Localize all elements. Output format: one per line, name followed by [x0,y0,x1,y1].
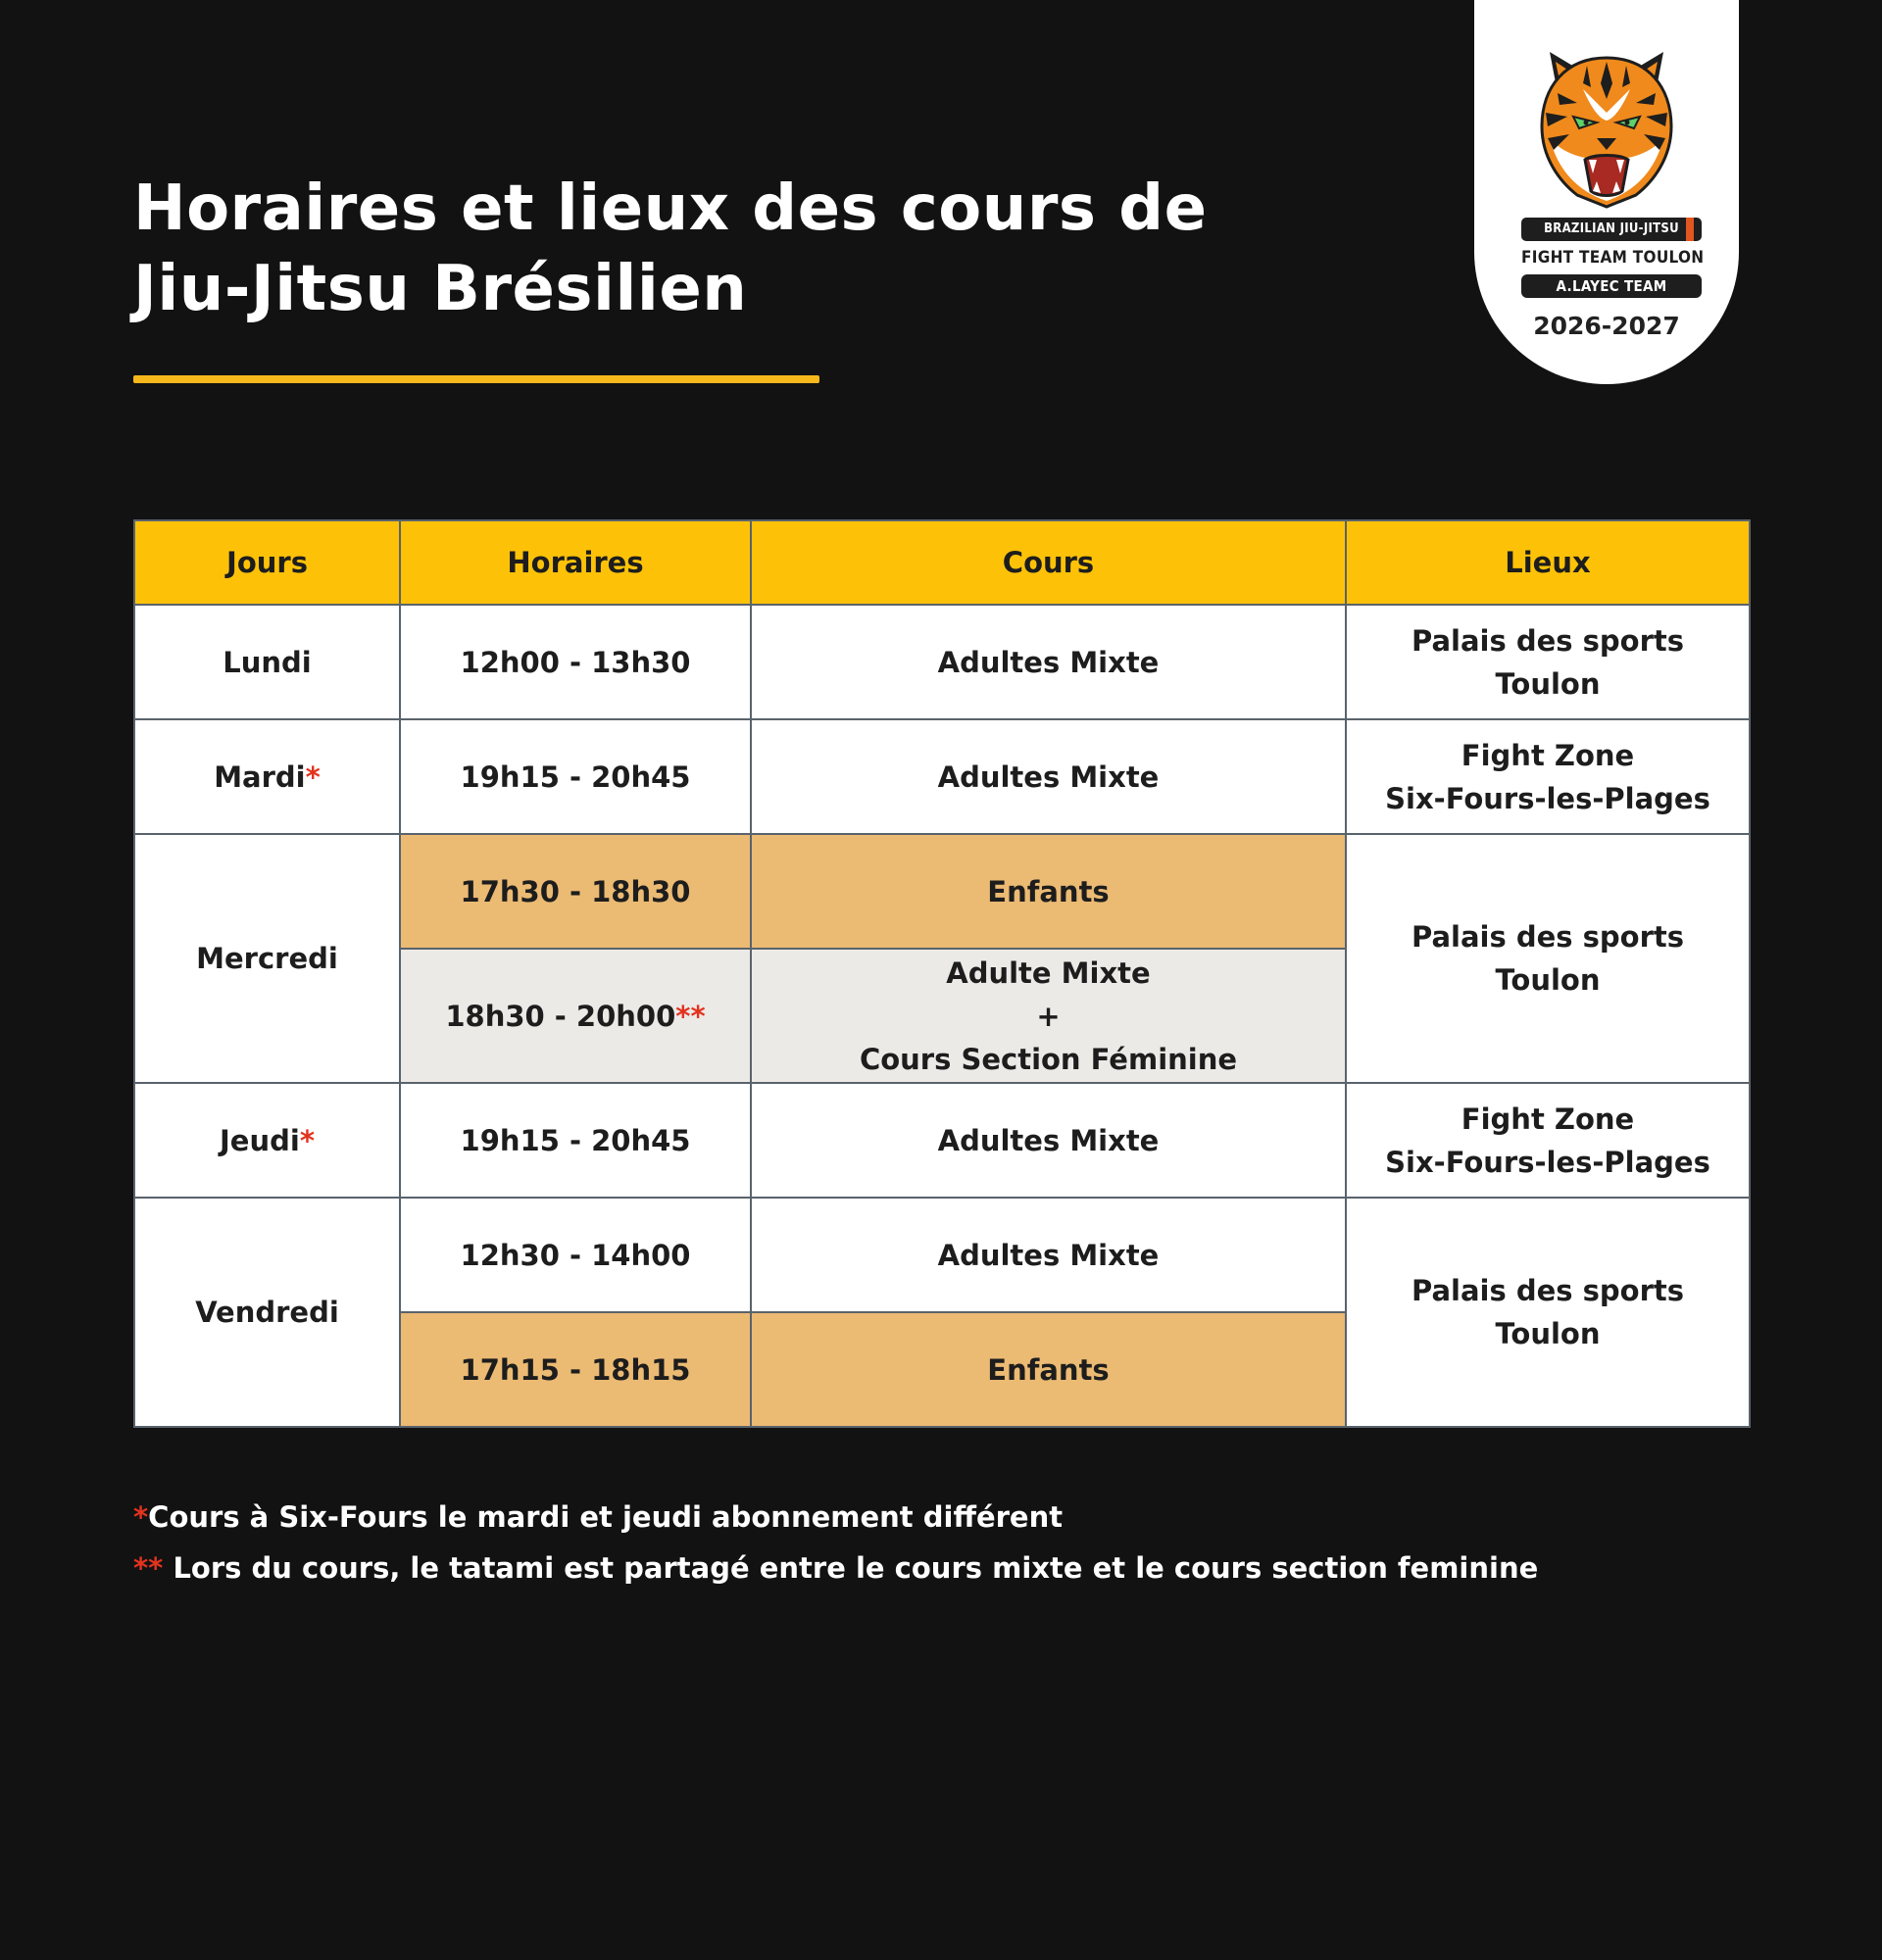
title-line-2: Jiu-Jitsu Brésilien [133,253,748,325]
place-cell: Palais des sports Toulon [1346,605,1750,719]
day-cell: Jeudi* [134,1083,400,1198]
badge-line-bjj: BRAZILIAN JIU-JITSU [1521,218,1702,241]
place-cell: Palais des sports Toulon [1346,834,1750,1083]
day-cell: Mercredi [134,834,400,1083]
table-row-mardi [134,719,1750,834]
place-cell: Fight Zone Six-Fours-les-Plages [1346,1083,1750,1198]
belt-stripe [1686,218,1694,241]
table-header-row [134,520,1750,605]
time-cell: 12h00 - 13h30 [400,605,751,719]
header-horaires: Horaires [400,520,751,605]
table-row-lundi [134,605,1750,719]
club-logo-badge [1474,0,1739,384]
footnote-marker: * [299,1123,315,1157]
course-cell: Adultes Mixte [751,719,1346,834]
table-row-vendredi-1 [134,1198,1750,1312]
table-row-mercredi-1 [134,834,1750,949]
footnote-1: *Cours à Six-Fours le mardi et jeudi abonnement différent [133,1500,1064,1534]
course-cell: Adultes Mixte [751,1198,1346,1312]
badge-line-team: FIGHT TEAM TOULON [1521,248,1705,268]
badge-year: 2026-2027 [1533,312,1680,340]
tiger-head-icon [1528,44,1685,211]
time-cell: 17h30 - 18h30 [400,834,751,949]
place-cell: Palais des sports Toulon [1346,1198,1750,1427]
header-jours: Jours [134,520,400,605]
course-cell: Adultes Mixte [751,605,1346,719]
table-row-jeudi [134,1083,1750,1198]
footnote-2: ** Lors du cours, le tatami est partagé entre le cours mixte et le cours section feminine [133,1551,1539,1585]
footnote-marker: ** [675,999,706,1033]
course-cell: Adulte Mixte + Cours Section Féminine [751,949,1346,1083]
header-lieux: Lieux [1346,520,1750,605]
day-cell: Vendredi [134,1198,400,1427]
time-cell: 19h15 - 20h45 [400,719,751,834]
footnote-marker: * [305,760,321,794]
day-cell: Mardi* [134,719,400,834]
page-title [133,169,1359,329]
course-cell: Adultes Mixte [751,1083,1346,1198]
time-cell: 12h30 - 14h00 [400,1198,751,1312]
place-cell: Fight Zone Six-Fours-les-Plages [1346,719,1750,834]
time-cell: 19h15 - 20h45 [400,1083,751,1198]
day-cell: Lundi [134,605,400,719]
schedule-table [133,519,1751,1428]
title-line-1: Horaires et lieux des cours de [133,172,1208,245]
course-cell: Enfants [751,1312,1346,1427]
time-cell: 17h15 - 18h15 [400,1312,751,1427]
header-cours: Cours [751,520,1346,605]
time-cell: 18h30 - 20h00** [400,949,751,1083]
footnote-marker: ** [133,1551,164,1585]
badge-line-layec: A.LAYEC TEAM [1521,274,1702,298]
course-cell: Enfants [751,834,1346,949]
title-underline [133,375,819,383]
footnote-marker: * [133,1500,149,1534]
